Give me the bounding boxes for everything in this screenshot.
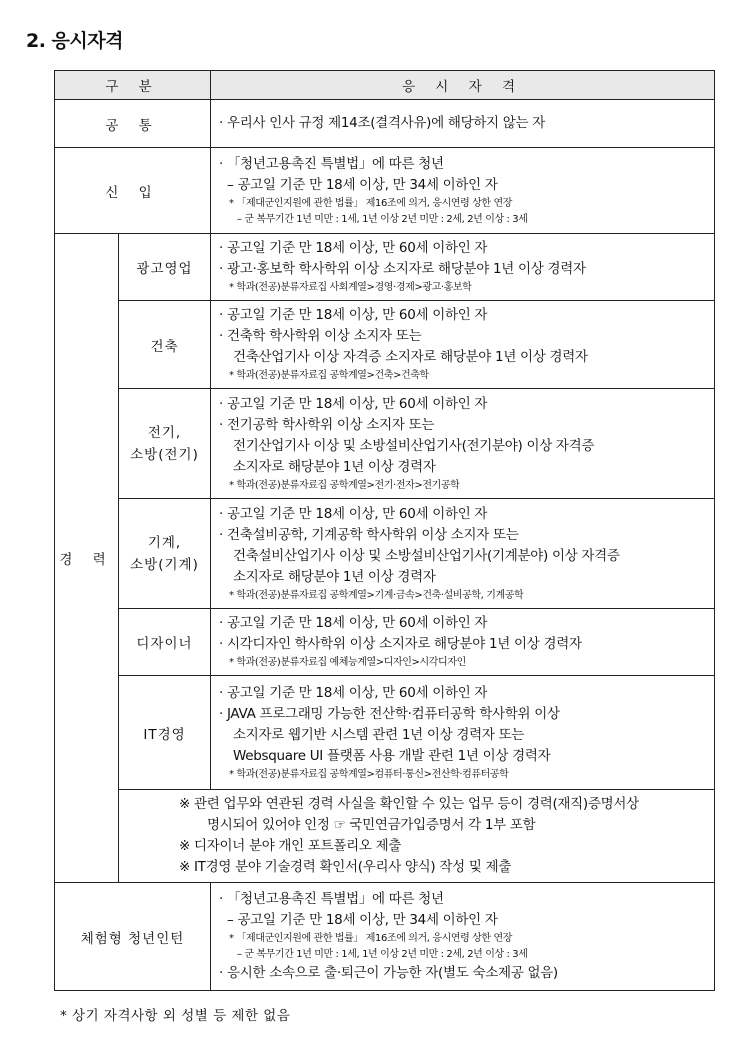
text-line: · 시각디자인 학사학위 이상 소지자로 해당분야 1년 이상 경력자 — [219, 636, 582, 652]
label-newcomer: 신 입 — [55, 148, 211, 234]
text-line: · 응시한 소속으로 출·퇴근이 가능한 자(별도 숙소제공 없음) — [219, 965, 558, 981]
label-common: 공 통 — [55, 100, 211, 148]
text-line: · 「청년고용촉진 특별법」에 따른 청년 — [219, 155, 444, 172]
content-mechanical — [211, 499, 715, 609]
label-electrical: 전기, 소방(전기) — [119, 389, 211, 499]
row-career-mechanical — [55, 499, 715, 609]
content-intern — [211, 883, 715, 991]
text-line: 소지자로 웹기반 시스템 관련 1년 이상 경력자 또는 — [233, 726, 525, 743]
text-line: · 건축학 학사학위 이상 소지자 또는 — [219, 328, 422, 344]
text-line: · 공고일 기준 만 18세 이상, 만 60세 이하인 자 — [219, 505, 488, 522]
content-ad-sales — [211, 234, 715, 301]
row-career-electrical — [55, 389, 715, 499]
note-small: * 「제대군인지원에 관한 법률」 제16조에 의거, 응시연령 상한 연장 — [229, 933, 512, 944]
text-line: · 공고일 기준 만 18세 이상, 만 60세 이하인 자 — [219, 684, 488, 701]
text-line: 건축설비산업기사 이상 및 소방설비산업기사(기계분야) 이상 자격증 — [233, 547, 620, 564]
header-qualification: 응 시 자 격 — [211, 71, 715, 100]
content-designer — [211, 609, 715, 676]
qualification-table — [54, 70, 715, 991]
note-small: – 군 복무기간 1년 미만 : 1세, 1년 이상 2년 미만 : 2세, 2년 이상 : 3세 — [237, 213, 528, 225]
row-career-architecture — [55, 301, 715, 389]
text-line: Websquare UI 플랫폼 사용 개발 관련 1년 이상 경력자 — [233, 747, 551, 764]
row-career-notes — [55, 790, 715, 883]
row-career-designer — [55, 609, 715, 676]
text-line: · 공고일 기준 만 18세 이상, 만 60세 이하인 자 — [219, 240, 488, 256]
note-small: * 「제대군인지원에 관한 법률」 제16조에 의거, 응시연령 상한 연장 — [229, 197, 512, 209]
text-line: 소지자로 해당분야 1년 이상 경력자 — [233, 458, 436, 475]
header-category: 구 분 — [55, 71, 211, 100]
career-notes — [119, 790, 715, 883]
label-ad-sales: 광고영업 — [119, 234, 211, 301]
note-line: 명시되어 있어야 인정 ☞ 국민연금가입증명서 각 1부 포함 — [207, 817, 536, 833]
table-header-row — [55, 71, 715, 100]
note-line: ※ 디자이너 분야 개인 포트폴리오 제출 — [179, 838, 402, 854]
content-newcomer — [211, 148, 715, 234]
note-small: * 학과(전공)분류자료집 공학계열>건축>건축학 — [229, 370, 429, 381]
label-career: 경 력 — [55, 234, 119, 883]
row-career-it — [55, 676, 715, 790]
content-it — [211, 676, 715, 790]
note-small: * 학과(전공)분류자료집 공학계열>기계·금속>건축·설비공학, 기계공학 — [229, 589, 524, 601]
text-line: 전기산업기사 이상 및 소방설비산업기사(전기분야) 이상 자격증 — [233, 437, 595, 454]
row-intern — [55, 883, 715, 991]
text-line: – 공고일 기준 만 18세 이상, 만 34세 이하인 자 — [227, 912, 498, 928]
text-line: · 전기공학 학사학위 이상 소지자 또는 — [219, 416, 435, 433]
text-line: 소지자로 해당분야 1년 이상 경력자 — [233, 568, 436, 585]
text-line: · 건축설비공학, 기계공학 학사학위 이상 소지자 또는 — [219, 526, 519, 543]
row-common — [55, 100, 715, 148]
note-small: * 학과(전공)분류자료집 사회계열>경영·경제>광고·홍보학 — [229, 282, 472, 293]
note-small: * 학과(전공)분류자료집 예체능계열>디자인>시각디자인 — [229, 657, 466, 668]
note-line: ※ IT경영 분야 기술경력 확인서(우리사 양식) 작성 및 제출 — [179, 859, 512, 875]
content-electrical — [211, 389, 715, 499]
note-line: ※ 관련 업무와 연관된 경력 사실을 확인할 수 있는 업무 등이 경력(재직)증명서상 — [179, 796, 639, 812]
text-line: · JAVA 프로그래밍 가능한 전산학·컴퓨터공학 학사학위 이상 — [219, 705, 560, 722]
text-line: · 공고일 기준 만 18세 이상, 만 60세 이하인 자 — [219, 615, 488, 631]
text-line: 건축산업기사 이상 자격증 소지자로 해당분야 1년 이상 경력자 — [233, 349, 588, 365]
label-designer: 디자이너 — [119, 609, 211, 676]
content-architecture — [211, 301, 715, 389]
label-it: IT경영 — [119, 676, 211, 790]
text-line: · 우리사 인사 규정 제14조(결격사유)에 해당하지 않는 자 — [219, 115, 546, 131]
note-small: * 학과(전공)분류자료집 공학계열>컴퓨터·통신>전산학·컴퓨터공학 — [229, 768, 509, 780]
section-title: 2. 응시자격 — [26, 30, 123, 52]
label-architecture: 건축 — [119, 301, 211, 389]
note-small: – 군 복무기간 1년 미만 : 1세, 1년 이상 2년 미만 : 2세, 2년 이상 : 3세 — [237, 949, 528, 960]
content-common — [211, 100, 715, 148]
text-line: – 공고일 기준 만 18세 이상, 만 34세 이하인 자 — [227, 176, 498, 193]
text-line: · 공고일 기준 만 18세 이상, 만 60세 이하인 자 — [219, 395, 488, 412]
note-small: * 학과(전공)분류자료집 공학계열>전기·전자>전기공학 — [229, 479, 460, 491]
text-line: · 공고일 기준 만 18세 이상, 만 60세 이하인 자 — [219, 307, 488, 323]
row-career-ad-sales — [55, 234, 715, 301]
footer-note: * 상기 자격사항 외 성별 등 제한 없음 — [60, 1008, 291, 1024]
label-mechanical: 기계, 소방(기계) — [119, 499, 211, 609]
text-line: · 「청년고용촉진 특별법」에 따른 청년 — [219, 891, 444, 907]
row-newcomer — [55, 148, 715, 234]
text-line: · 광고·홍보학 학사학위 이상 소지자로 해당분야 1년 이상 경력자 — [219, 261, 586, 277]
label-intern: 체험형 청년인턴 — [55, 883, 211, 991]
